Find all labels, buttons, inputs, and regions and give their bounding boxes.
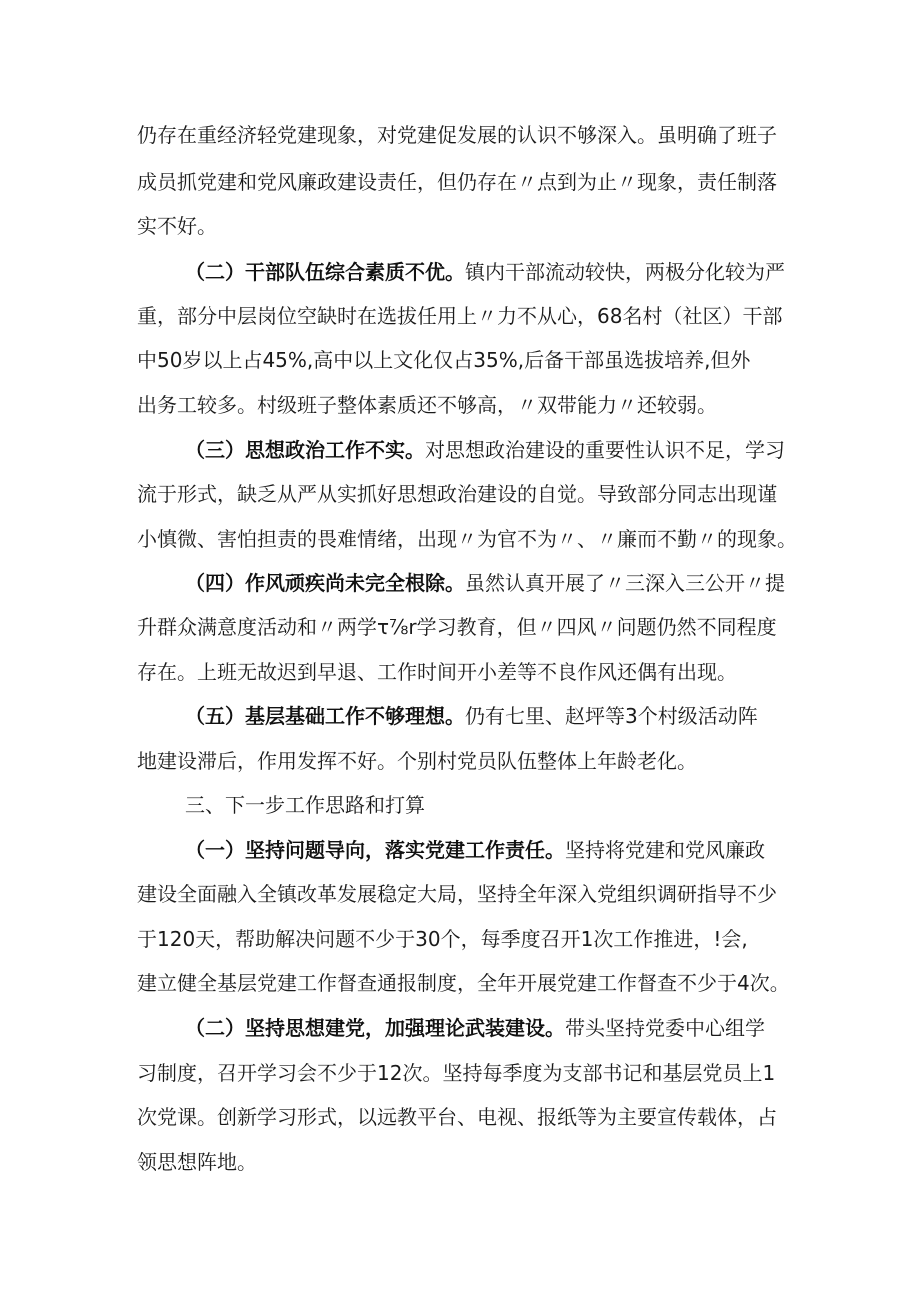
paragraph-text: 对思想政治建设的重要性认识不足，学习 <box>425 438 785 462</box>
text-line: 实不好。 <box>137 214 217 238</box>
paragraph-7-line-1 <box>185 1014 765 1042</box>
paragraph-6-line-1 <box>185 836 765 864</box>
text-line: 仍存在重经济轻党建现象，对党建促发展的认识不够深入。虽明确了班子 <box>137 123 777 147</box>
paragraph-text: 仍有七里、赵坪等3个村级活动阵 <box>465 704 758 728</box>
section-heading: （五）基层基础工作不够理想。 <box>185 704 465 728</box>
section-heading: （一）坚持问题导向，落实党建工作责任。 <box>185 838 565 862</box>
text-line: 中50岁以上占45%,高中以上文化仅占35%,后备干部虽选拔培养,但外 <box>137 348 751 372</box>
text-line: 存在。上班无故迟到早退、工作时间开小差等不良作风还偶有出现。 <box>137 660 737 684</box>
text-line: 地建设滞后，作用发挥不好。个别村党员队伍整体上年龄老化。 <box>137 749 697 773</box>
text-line: 升群众满意度活动和〃两学τ⅞r学习教育，但〃四风〃问题仍然不同程度 <box>137 615 777 639</box>
text-line: 流于形式，缺乏从严从实抓好思想政治建设的自觉。导致部分同志出现谨 <box>137 482 777 506</box>
text-line: 次党课。创新学习形式，以远教平台、电视、报纸等为主要宣传载体，占 <box>137 1105 777 1129</box>
text-line: 建立健全基层党建工作督查通报制度，全年开展党建工作督查不少于4次。 <box>137 971 790 995</box>
section-heading: （二）坚持思想建党，加强理论武装建设。 <box>185 1016 565 1040</box>
paragraph-2-line-1 <box>185 258 785 286</box>
section-heading: （四）作风顽疾尚未完全根除。 <box>185 571 465 595</box>
text-line: 习制度，召开学习会不少于12次。坚持每季度为支部书记和基层党员上1 <box>137 1061 776 1085</box>
text-line: 重，部分中层岗位空缺时在选拔任用上〃力不从心，68名村（社区）干部 <box>137 304 783 328</box>
paragraph-5-line-1 <box>185 702 758 730</box>
paragraph-4-line-1 <box>185 569 785 597</box>
paragraph-text: 带头坚持党委中心组学 <box>565 1016 765 1040</box>
text-line: 于120天，帮助解决问题不少于30个，每季度召开1次工作推进，!会, <box>137 927 748 951</box>
text-line: 领思想阵地。 <box>137 1150 257 1174</box>
paragraph-3-line-1 <box>185 436 785 464</box>
section-heading: （二）干部队伍综合素质不优。 <box>185 260 465 284</box>
text-line: 出务工较多。村级班子整体素质还不够高，〃双带能力〃还较弱。 <box>137 393 717 417</box>
text-line: 建设全面融入全镇改革发展稳定大局，坚持全年深入党组织调研指导不少 <box>137 882 777 906</box>
section-heading: （三）思想政治工作不实。 <box>185 438 425 462</box>
paragraph-text: 虽然认真开展了〃三深入三公开〃提 <box>465 571 785 595</box>
paragraph-text: 坚持将党建和党风廉政 <box>565 838 765 862</box>
text-line: 成员抓党建和党风廉政建设责任，但仍存在〃点到为止〃现象，责任制落 <box>137 170 777 194</box>
text-line: 小慎微、害怕担责的畏难情绪，出现〃为官不为〃、〃廉而不勤〃的现象。 <box>137 527 797 551</box>
paragraph-text: 镇内干部流动较快，两极分化较为严 <box>465 260 785 284</box>
section-title: 三、下一步工作思路和打算 <box>185 793 425 817</box>
